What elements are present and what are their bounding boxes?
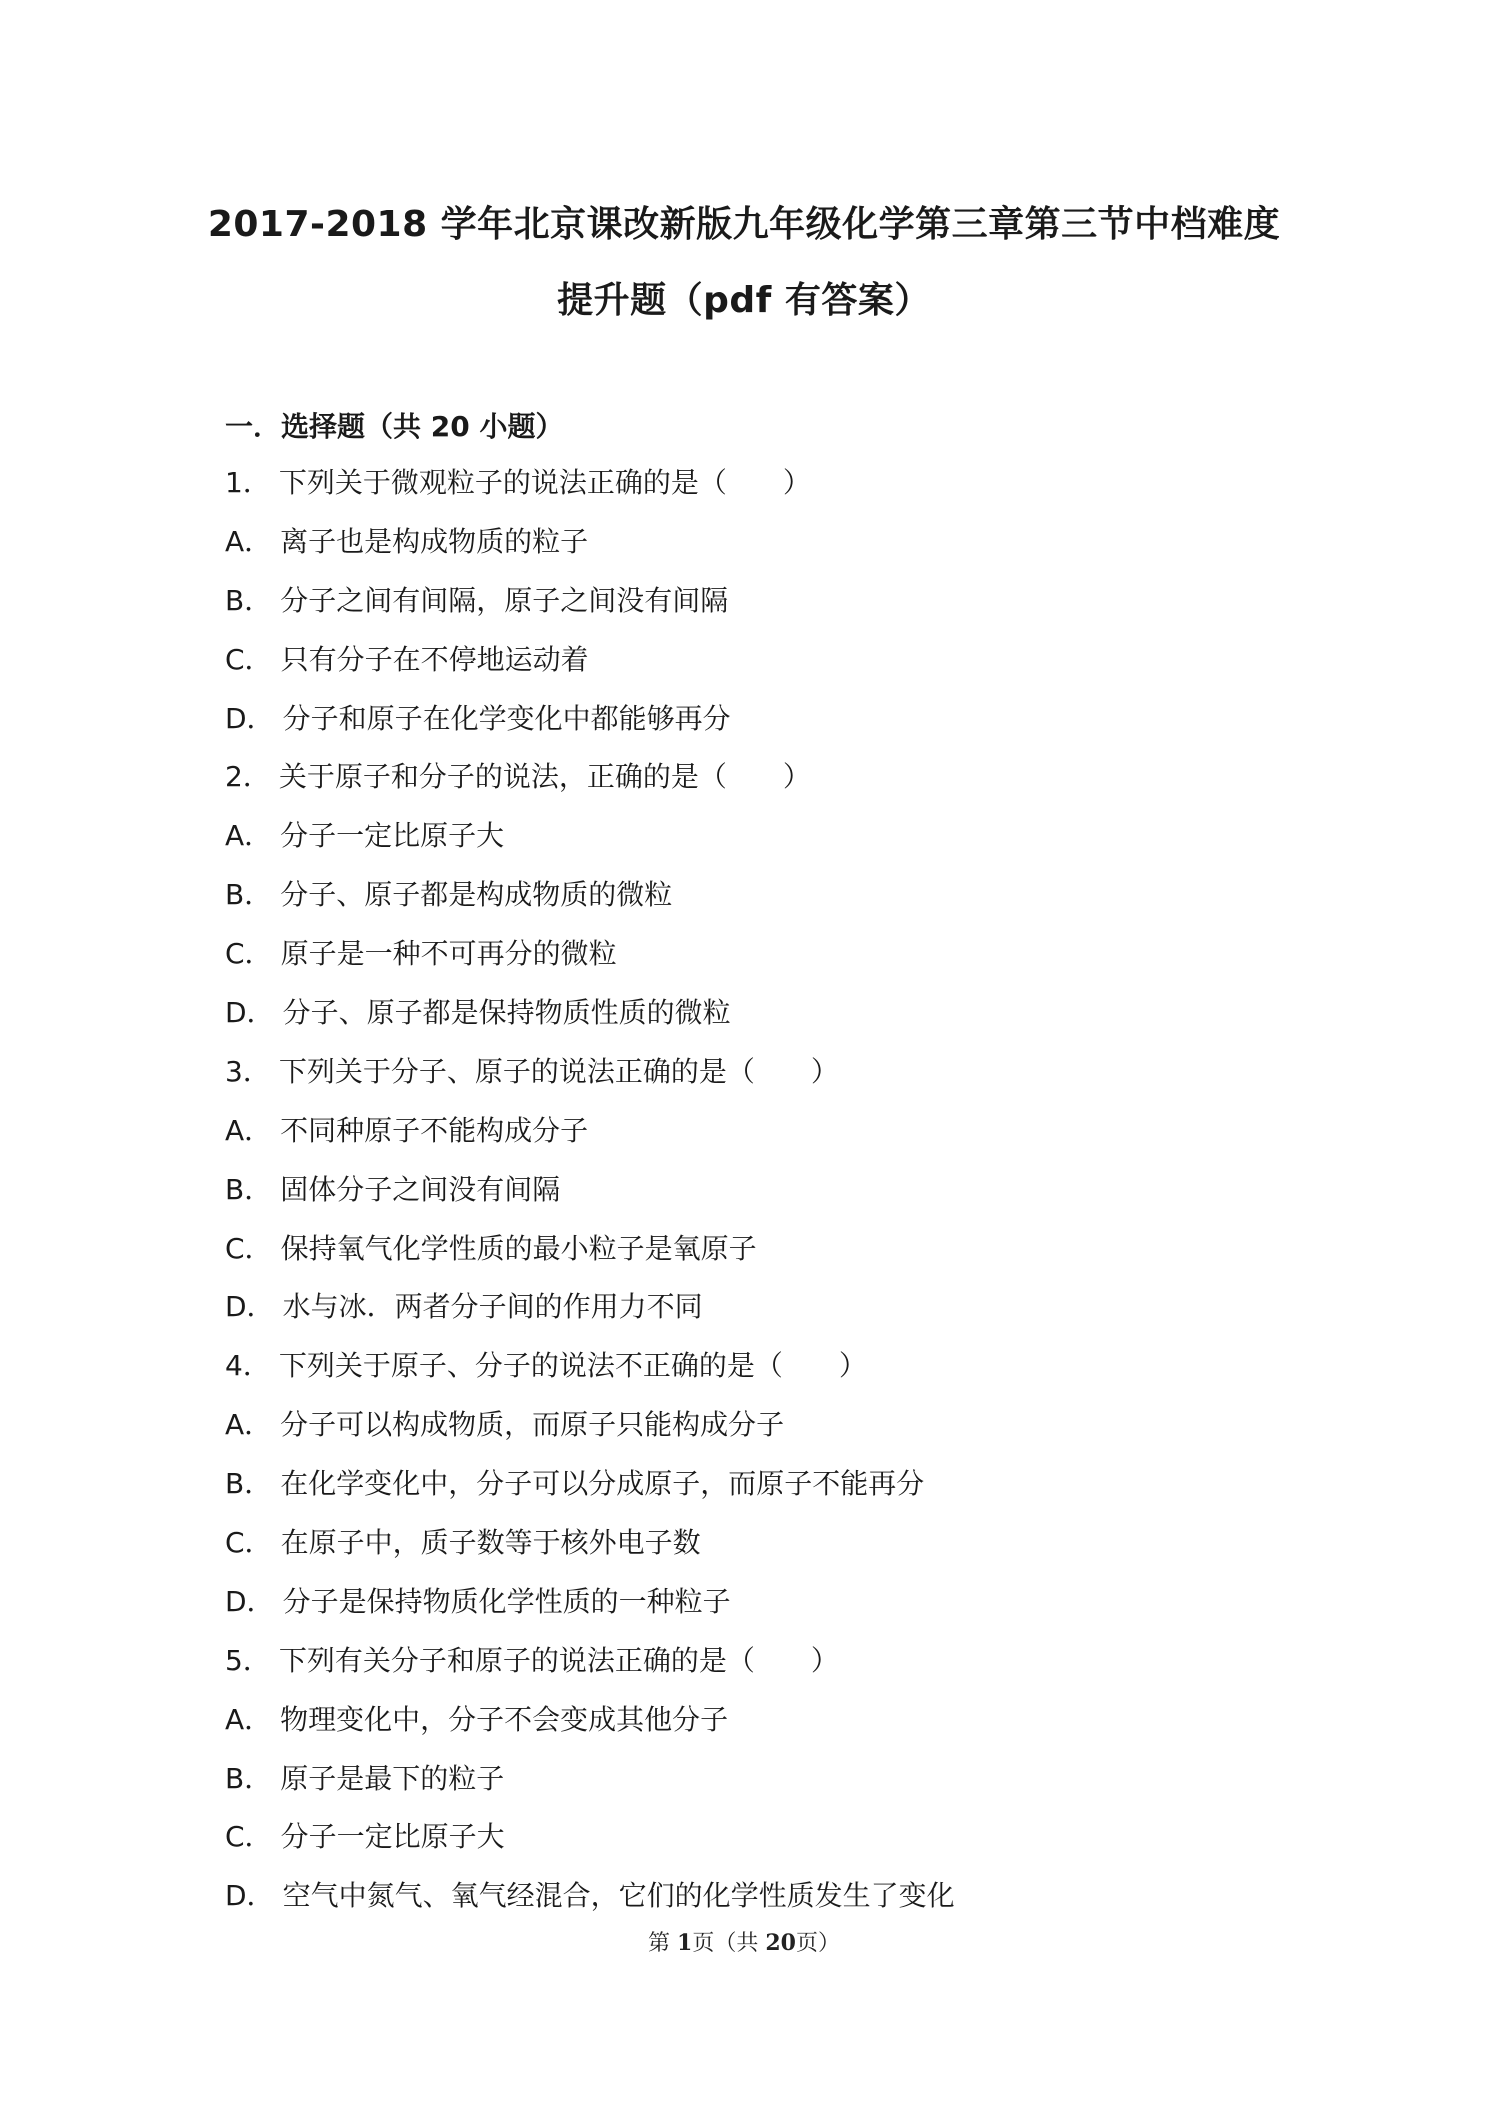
option-text: 原子是最下的粒子: [280, 1761, 505, 1795]
option-label: B．: [225, 878, 273, 912]
option-text: 保持氧气化学性质的最小粒子是氧原子: [280, 1231, 757, 1265]
question-number: 5．: [225, 1643, 271, 1677]
question-stem: [225, 463, 1325, 522]
option-text: 空气中氮气、氧气经混合，它们的化学性质发生了变化: [282, 1879, 955, 1913]
option-text: 分子、原子都是构成物质的微粒: [280, 878, 673, 912]
option-label: A．: [225, 1702, 273, 1736]
option-text: 水与冰．两者分子间的作用力不同: [282, 1290, 703, 1324]
option-text: 原子是一种不可再分的微粒: [280, 937, 617, 971]
answer-option: [225, 1759, 1325, 1818]
option-text: 离子也是构成物质的粒子: [280, 524, 589, 558]
option-text: 只有分子在不停地运动着: [280, 642, 589, 676]
question-stem: [225, 1641, 1325, 1700]
answer-option: [225, 1700, 1325, 1759]
question-number: 3．: [225, 1054, 271, 1088]
option-text: 分子和原子在化学变化中都能够再分: [282, 701, 731, 735]
question-number: 2．: [225, 760, 271, 794]
option-text: 分子一定比原子大: [280, 1820, 505, 1854]
option-text: 不同种原子不能构成分子: [280, 1113, 589, 1147]
document-title-line-1: 2017-2018 学年北京课改新版九年级化学第三章第三节中档难度: [207, 204, 1281, 245]
footer-page-total: 20: [765, 1930, 796, 1956]
answer-option: [225, 1287, 1325, 1346]
answer-option: [225, 1582, 1325, 1641]
answer-option: [225, 875, 1325, 934]
option-label: C．: [225, 937, 273, 971]
option-label: A．: [225, 524, 273, 558]
option-text: 分子之间有间隔，原子之间没有间隔: [280, 583, 729, 617]
option-text: 在化学变化中，分子可以分成原子，而原子不能再分: [280, 1467, 925, 1501]
option-label: A．: [225, 1408, 273, 1442]
option-label: C．: [225, 1231, 273, 1265]
answer-option: [225, 1817, 1325, 1876]
question-stem: [225, 1346, 1325, 1405]
document-title-line-2: 提升题（pdf 有答案）: [557, 280, 931, 321]
answer-option: [225, 1111, 1325, 1170]
option-text: 分子一定比原子大: [280, 819, 505, 853]
answer-option: [225, 1523, 1325, 1582]
option-label: C．: [225, 1526, 273, 1560]
option-label: D．: [225, 1584, 275, 1618]
footer-suffix: 页）: [795, 1931, 840, 1956]
footer-middle: 页（共: [692, 1931, 766, 1956]
answer-option: [225, 1170, 1325, 1229]
question-text: 下列关于分子、原子的说法正确的是（ ）: [278, 1054, 839, 1088]
question-text: 关于原子和分子的说法，正确的是（ ）: [278, 760, 811, 794]
question-text: 下列有关分子和原子的说法正确的是（ ）: [278, 1643, 839, 1677]
option-text: 固体分子之间没有间隔: [280, 1172, 561, 1206]
option-label: C．: [225, 1820, 273, 1854]
answer-option: [225, 1464, 1325, 1523]
option-text: 分子、原子都是保持物质性质的微粒: [282, 996, 731, 1030]
option-label: B．: [225, 1467, 273, 1501]
question-number: 1．: [225, 466, 271, 499]
answer-option: [225, 1405, 1325, 1464]
option-label: A．: [225, 1113, 273, 1147]
page-footer: [0, 1926, 1488, 1957]
option-text: 在原子中，质子数等于核外电子数: [280, 1526, 701, 1560]
option-label: A．: [225, 819, 273, 853]
answer-option: [225, 640, 1325, 699]
footer-prefix: 第: [648, 1931, 678, 1956]
option-label: B．: [225, 583, 273, 617]
question-stem: [225, 757, 1325, 816]
footer-page-number: 1: [677, 1930, 693, 1956]
answer-option: [225, 993, 1325, 1052]
option-label: D．: [225, 1879, 275, 1913]
answer-option: [225, 816, 1325, 875]
option-text: 物理变化中，分子不会变成其他分子: [280, 1702, 729, 1736]
option-label: D．: [225, 701, 275, 735]
question-text: 下列关于原子、分子的说法不正确的是（ ）: [278, 1349, 867, 1383]
option-label: D．: [225, 996, 275, 1030]
section-heading: 一．选择题（共 20 小题）: [225, 410, 564, 443]
question-text: 下列关于微观粒子的说法正确的是（ ）: [278, 466, 811, 499]
answer-option: [225, 699, 1325, 758]
answer-option: [225, 934, 1325, 993]
option-label: B．: [225, 1761, 273, 1795]
option-text: 分子可以构成物质，而原子只能构成分子: [280, 1408, 785, 1442]
option-label: D．: [225, 1290, 275, 1324]
question-stem: [225, 1052, 1325, 1111]
option-label: C．: [225, 642, 273, 676]
question-number: 4．: [225, 1349, 271, 1383]
question-list: [225, 463, 1325, 1935]
option-label: B．: [225, 1172, 273, 1206]
answer-option: [225, 581, 1325, 640]
answer-option: [225, 1229, 1325, 1288]
option-text: 分子是保持物质化学性质的一种粒子: [282, 1584, 731, 1618]
answer-option: [225, 522, 1325, 581]
